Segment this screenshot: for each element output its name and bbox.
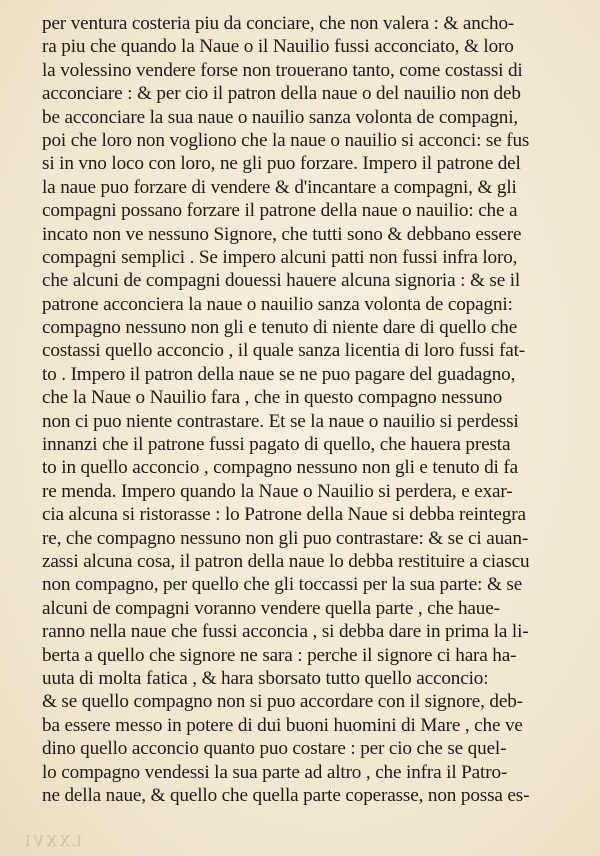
body-text <box>42 12 572 807</box>
text-line: to . Impero il patron della naue se ne puo pagare del guadagno, <box>42 363 516 385</box>
text-line: patrone acconciera la naue o nauilio sanza volonta de copagni: <box>42 293 513 315</box>
text-line: compagni possano forzare il patrone della naue o nauilio: che a <box>42 200 518 222</box>
text-line: non ci puo niente contrastare. Et se la naue o nauilio si perdessi <box>42 410 519 432</box>
text-line: & se quello compagno non si puo accordare con il signore, deb- <box>42 691 523 713</box>
text-line: re menda. Impero quando la Naue o Nauilio si perdera, e exar- <box>42 480 513 502</box>
text-line: non compagno, per quello che gli toccassi per la sua parte: & se <box>42 574 523 596</box>
text-line: si in vno loco con loro, ne gli puo forzare. Impero il patrone del <box>42 153 521 175</box>
text-line: uuta di molta fatica , & hara sborsato tutto quello acconcio: <box>42 667 489 689</box>
text-line: la naue puo forzare di vendere & d'incantare a compagni, & gli <box>42 176 517 198</box>
text-line: compagni semplici . Se impero alcuni patti non fussi infra loro, <box>42 246 518 268</box>
text-line: che la Naue o Nauilio fara , che in questo compagno nessuno <box>42 387 503 409</box>
text-line: ranno nella naue che fussi acconcia , si debba dare in prima la li- <box>42 621 529 643</box>
bleed-through-page-number: LXXVI <box>22 834 82 850</box>
text-line: ba essere messo in potere di dui buoni huomini di Mare , che ve <box>42 714 523 736</box>
text-line: cia alcuna si ristorasse : lo Patrone della Naue si debba reintegra <box>42 504 526 526</box>
text-line: la volessino vendere forse non trouerano tanto, come costassi di <box>42 59 523 81</box>
text-line: per ventura costeria piu da conciare, che non valera : & ancho- <box>42 13 515 34</box>
text-line: costassi quello acconcio , il quale sanza licentia di loro fussi fat- <box>42 340 526 362</box>
text-line: be acconciare la sua naue o nauilio sanza volonta de compagni, <box>42 106 519 128</box>
text-line: to in quello acconcio , compagno nessuno non gli e tenuto di fa <box>42 457 518 479</box>
text-line: acconciare : & per cio il patron della naue o del nauilio non deb <box>42 83 521 105</box>
text-line: incato non ve nessuno Signore, che tutti sono & debbano essere <box>42 223 522 245</box>
text-line: ne della naue, & quello che quella parte coperasse, non possa es- <box>42 784 530 806</box>
text-line: dino quello acconcio quanto puo costare : per cio che se quel- <box>42 738 507 760</box>
text-line: berta a quello che signore ne sara : perche il signore ci hara ha- <box>42 644 517 666</box>
text-line: compagno nessuno non gli e tenuto di niente dare di quello che <box>42 317 518 339</box>
text-line: ra piu che quando la Naue o il Nauilio fussi acconciato, & loro <box>42 36 514 58</box>
text-line: alcuni de compagni voranno vendere quella parte , che haue- <box>42 597 500 619</box>
text-line: re, che compagno nessuno non gli puo contrastare: & se ci auan- <box>42 527 529 549</box>
text-line: che alcuni de compagni douessi hauere alcuna signoria : & se il <box>42 270 521 292</box>
text-line: zassi alcuna cosa, il patron della naue lo debba restituire a ciascu <box>42 550 530 572</box>
text-line: lo compagno vendessi la sua parte ad altro , che infra il Patro- <box>42 761 508 783</box>
text-line: poi che loro non vogliono che la naue o nauilio si acconci: se fus <box>42 129 530 151</box>
text-line: innanzi che il patrone fussi pagato di quello, che hauera presta <box>42 434 511 456</box>
